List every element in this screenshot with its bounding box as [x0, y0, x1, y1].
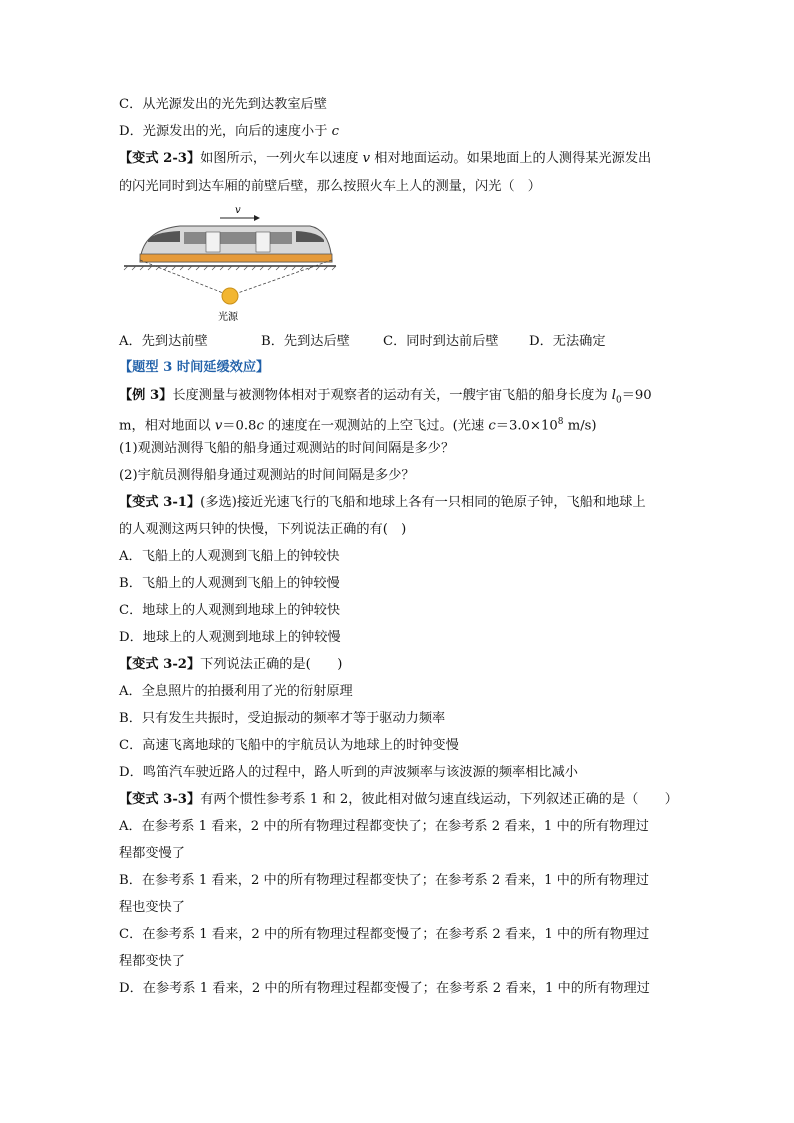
- variant-2-3-options: A．先到达前壁 B．先到达后壁 C．同时到达前后壁 D．无法确定: [119, 334, 606, 349]
- variant-3-1-option-a: A．飞船上的人观测到飞船上的钟较快: [119, 549, 340, 564]
- variant-3-3-option-b-1: B．在参考系 1 看来，2 中的所有物理过程都变快了；在参考系 2 看来，1 中的所有物理过: [119, 873, 649, 888]
- variant-3-1-option-c: C．地球上的人观测到地球上的钟较快: [119, 603, 341, 618]
- variant-3-3-option-a-1: A．在参考系 1 看来，2 中的所有物理过程都变快了；在参考系 2 看来，1 中的所有物理过: [119, 819, 649, 834]
- option-d-text: D．光源发出的光，向后的速度小于 c: [119, 124, 339, 139]
- variant-3-3-option-a-2: 程都变慢了: [119, 846, 185, 861]
- velocity-label: v: [235, 205, 241, 216]
- variant-3-1-line1: 【变式 3-1】(多选)接近光速飞行的飞船和地球上各有一只相同的铯原子钟，飞船和地球上: [119, 495, 646, 510]
- variant-3-3-option-d-1: D．在参考系 1 看来，2 中的所有物理过程都变慢了；在参考系 2 看来，1 中的所有物理过: [119, 981, 650, 996]
- variant-3-2-option-c: C．高速飞离地球的飞船中的宇航员认为地球上的时钟变慢: [119, 738, 459, 753]
- light-source-icon: [222, 288, 238, 304]
- train-figure: [120, 202, 340, 326]
- variant-3-1-option-b: B．飞船上的人观测到飞船上的钟较慢: [119, 576, 340, 591]
- example-3-line1: 【例 3】长度测量与被测物体相对于观察者的运动有关，一艘宇宙飞船的船身长度为 $l_0=90$: [119, 388, 652, 406]
- variant-3-3-option-c-1: C．在参考系 1 看来，2 中的所有物理过程都变慢了；在参考系 2 看来，1 中的所有物理过: [119, 927, 650, 942]
- section-title-3: 【题型 3 时间延缓效应】: [119, 360, 270, 375]
- variant-3-2-option-d: D．鸣笛汽车驶近路人的过程中，路人听到的声波频率与该波源的频率相比减小: [119, 765, 578, 780]
- variant-3-1-line2: 的人观测这两只钟的快慢，下列说法正确的有( ): [119, 522, 407, 537]
- variant-3-3-option-c-2: 程都变快了: [119, 954, 185, 969]
- option-c-text: C．从光源发出的光先到达教室后壁: [119, 97, 327, 112]
- variant-3-3-option-b-2: 程也变快了: [119, 900, 185, 915]
- example-3-q2: (2)宇航员测得船身通过观测站的时间间隔是多少？: [119, 468, 415, 483]
- light-source-label: 光源: [218, 312, 238, 323]
- example-3-line2: m，相对地面以 v＝0.8c 的速度在一观测站的上空飞过。(光速 $c=3.0\times 10^8$ m/s): [119, 417, 597, 434]
- variant-3-2-option-b: B．只有发生共振时，受迫振动的频率才等于驱动力频率: [119, 711, 446, 726]
- variant-3-3-line1: 【变式 3-3】有两个惯性参考系 1 和 2，彼此相对做匀速直线运动，下列叙述正确的是（ ）: [119, 792, 678, 807]
- variant-3-2-line1: 【变式 3-2】下列说法正确的是( ): [119, 657, 343, 672]
- example-3-q1: (1)观测站测得飞船的船身通过观测站的时间间隔是多少？: [119, 441, 455, 456]
- variant-3-2-option-a: A．全息照片的拍摄利用了光的衍射原理: [119, 684, 353, 699]
- variant-2-3-line1: 【变式 2-3】如图所示，一列火车以速度 v 相对地面运动。如果地面上的人测得某光源发出: [119, 151, 652, 166]
- variant-2-3-line2: 的闪光同时到达车厢的前壁后壁，那么按照火车上人的测量，闪光（ ）: [119, 179, 541, 194]
- variant-3-1-option-d: D．地球上的人观测到地球上的钟较慢: [119, 630, 341, 645]
